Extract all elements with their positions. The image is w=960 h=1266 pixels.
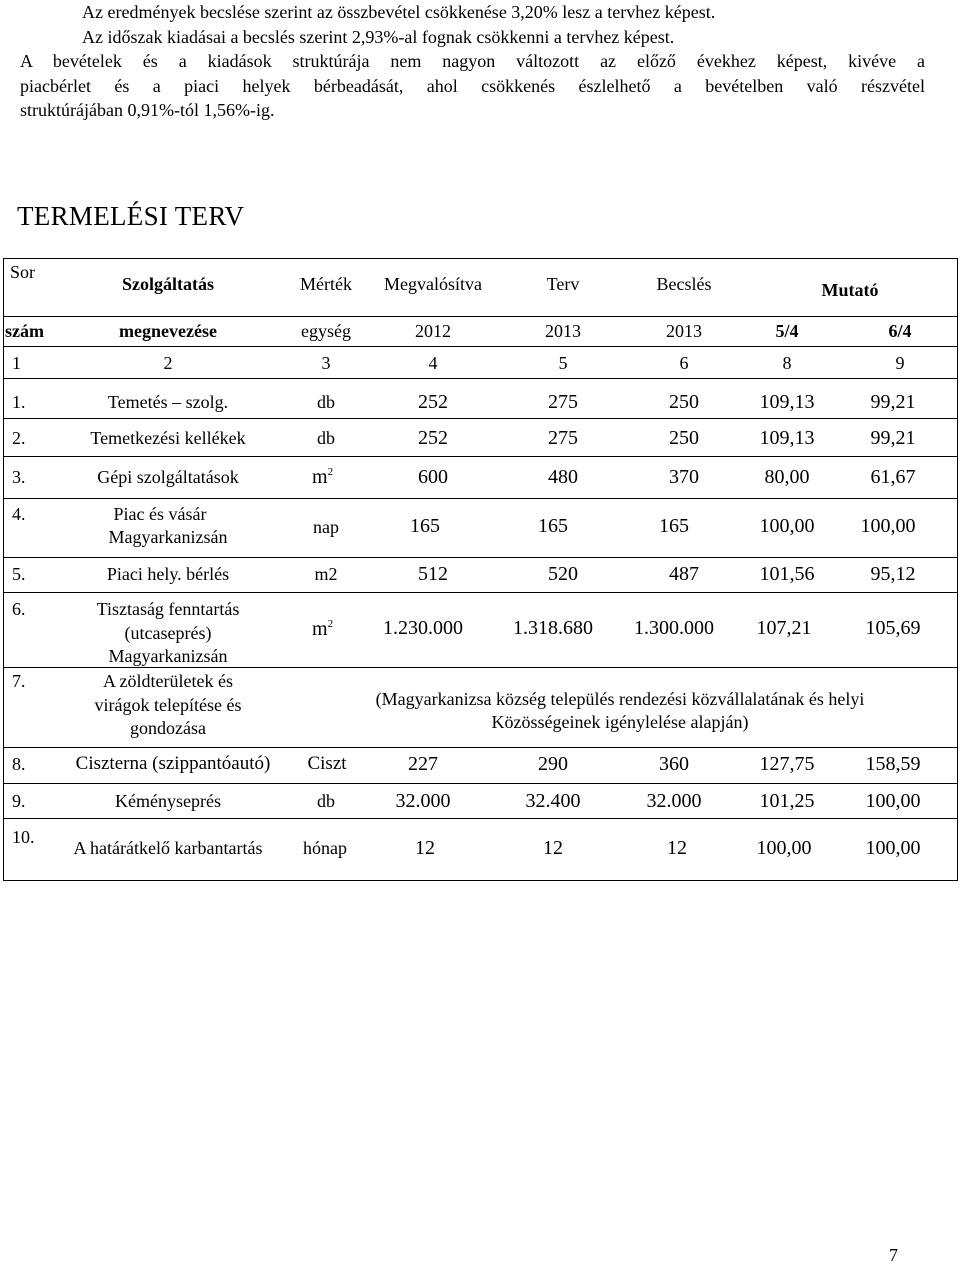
header-megnevezese: megnevezése (119, 321, 217, 341)
table-line (3, 667, 958, 668)
row-value-terv: 275 (548, 427, 578, 449)
table-line (3, 498, 958, 499)
row-unit: db (317, 791, 335, 811)
row-value-terv: 32.400 (525, 790, 581, 812)
header-ratio-6-4: 6/4 (888, 321, 912, 341)
row-value-becsles: 250 (669, 427, 699, 449)
row-name: A határátkelő karbantartás (73, 838, 263, 858)
row-name-line-3: Magyarkanizsán (108, 646, 228, 666)
row-unit: hónap (303, 838, 347, 858)
intro-line-2: Az időszak kiadásai a becslés szerint 2,93%-al fognak csökkenni a tervhez képest. (82, 26, 675, 47)
row-value-2012: 252 (418, 427, 448, 449)
row-value-becsles: 12 (667, 837, 687, 859)
row-value-2012: 32.000 (395, 790, 451, 812)
header-2013-terv: 2013 (545, 321, 581, 341)
row-number: 6. (12, 599, 26, 619)
row-value-terv: 520 (548, 563, 578, 585)
row-name-line-2: Magyarkanizsán (108, 527, 228, 547)
row-unit: db (317, 428, 335, 448)
row-number: 2. (12, 428, 26, 448)
table-border-bottom (3, 880, 958, 881)
intro-para-line-1: A bevételek és a kiadások struktúrája nem nagyon változott az előző évekhez képest, kivéve a (20, 51, 925, 71)
row-value-terv: 12 (543, 837, 563, 859)
table-border-left (3, 258, 4, 881)
row-ratio-5-4: 100,00 (756, 837, 812, 859)
row-ratio-5-4: 127,75 (759, 753, 815, 775)
row-number: 8. (12, 754, 26, 774)
header-becsles: Becslés (656, 274, 712, 294)
colnum-3: 3 (321, 353, 331, 373)
table-line (3, 456, 958, 457)
colnum-5: 5 (558, 353, 568, 373)
table-border-right (957, 258, 958, 881)
row-value-terv: 275 (548, 391, 578, 413)
row-name: Temetkezési kellékek (90, 428, 246, 448)
row-value-2012: 252 (418, 391, 448, 413)
row-name: Temetés – szolg. (107, 392, 229, 412)
table-line (3, 557, 958, 558)
row-name: Gépi szolgáltatások (97, 467, 239, 487)
row-value-terv: 480 (548, 466, 578, 488)
section-title: TERMELÉSI TERV (17, 201, 245, 231)
row-name: Kéményseprés (115, 791, 221, 811)
row-name-line-1: Tisztaság fenntartás (96, 599, 240, 619)
row-value-2012: 165 (410, 515, 440, 537)
row-value-2012: 227 (408, 753, 438, 775)
row-unit: db (317, 392, 335, 412)
row-ratio-5-4: 101,25 (759, 790, 815, 812)
header-mutato: Mutató (821, 280, 879, 300)
row-ratio-6-4: 105,69 (865, 617, 921, 639)
colnum-8: 8 (782, 353, 792, 373)
row-value-becsles: 250 (669, 391, 699, 413)
row-number: 1. (12, 392, 26, 412)
row-unit: nap (313, 517, 339, 537)
row-value-2012: 600 (418, 466, 448, 488)
row-name: Ciszterna (szippantóautó) (75, 753, 271, 774)
row-value-2012: 512 (418, 563, 448, 585)
row-number: 10. (12, 827, 35, 847)
table-line (3, 316, 958, 317)
row-number: 5. (12, 564, 26, 584)
row-ratio-5-4: 80,00 (764, 466, 810, 488)
table-line (3, 378, 958, 379)
row-ratio-5-4: 100,00 (759, 515, 815, 537)
colnum-6: 6 (679, 353, 689, 373)
row-value-becsles: 360 (659, 753, 689, 775)
intro-para-line-3: struktúrájában 0,91%-tól 1,56%-ig. (20, 100, 275, 120)
table-line (3, 747, 958, 748)
header-szam: szám (5, 321, 44, 341)
row-value-becsles: 32.000 (646, 790, 702, 812)
row-value-terv: 290 (538, 753, 568, 775)
row-value-terv: 165 (538, 515, 568, 537)
table-line (3, 418, 958, 419)
row-value-terv: 1.318.680 (513, 617, 593, 639)
header-terv: Terv (546, 274, 580, 294)
row-ratio-5-4: 109,13 (759, 427, 815, 449)
row-ratio-6-4: 100,00 (865, 837, 921, 859)
row-ratio-5-4: 109,13 (759, 391, 815, 413)
row-number: 7. (12, 671, 26, 691)
row-name-line-1: Piac és vásár (113, 504, 207, 524)
row-unit-exponent: 2 (327, 466, 334, 478)
table-line (3, 783, 958, 784)
row-unit-exponent: 2 (327, 618, 334, 630)
row-note-line-1: (Magyarkanizsa község település rendezési közvállalatának és helyi (375, 689, 865, 709)
colnum-4: 4 (428, 353, 438, 373)
row-ratio-6-4: 99,21 (870, 391, 916, 413)
header-ratio-5-4: 5/4 (775, 321, 799, 341)
header-megvalositva: Megvalósítva (384, 274, 482, 294)
intro-text (20, 0, 925, 123)
row-unit: m2 (314, 564, 338, 584)
colnum-1: 1 (12, 353, 21, 373)
table-line (3, 592, 958, 593)
row-value-becsles: 487 (669, 563, 699, 585)
row-name-line-2: (utcaseprés) (124, 623, 212, 643)
table-line (3, 346, 958, 347)
row-unit (312, 618, 333, 640)
row-unit: Ciszt (307, 753, 347, 774)
row-ratio-6-4: 100,00 (860, 515, 916, 537)
row-value-becsles: 1.300.000 (634, 617, 714, 639)
header-2012: 2012 (415, 321, 451, 341)
row-ratio-5-4: 107,21 (756, 617, 812, 639)
row-name-line-2: virágok telepítése és (94, 695, 242, 715)
row-unit-base: m (312, 618, 328, 640)
table-line (3, 818, 958, 819)
row-name: Piaci hely. bérlés (106, 564, 230, 584)
row-value-becsles: 370 (669, 466, 699, 488)
header-szolgaltatas: Szolgáltatás (122, 274, 214, 294)
intro-line-1: Az eredmények becslése szerint az összbevétel csökkenése 3,20% lesz a tervhez képest. (82, 2, 716, 22)
row-ratio-6-4: 95,12 (870, 563, 916, 585)
colnum-2: 2 (163, 353, 173, 373)
row-value-becsles: 165 (659, 515, 689, 537)
row-ratio-6-4: 158,59 (865, 753, 921, 775)
row-number: 4. (12, 504, 26, 524)
row-number: 3. (12, 467, 26, 487)
table-border-top (3, 258, 958, 259)
row-unit-base: m (312, 466, 328, 488)
colnum-9: 9 (895, 353, 905, 373)
page-number: 7 (889, 1245, 898, 1265)
intro-para-line-2: piacbérlet és a piaci helyek bérbeadását, ahol csökkenés észlelhető a bevételben való részvétel (20, 75, 925, 96)
row-ratio-6-4: 61,67 (870, 466, 916, 488)
row-ratio-6-4: 100,00 (865, 790, 921, 812)
row-name-line-1: A zöldterületek és (103, 671, 233, 691)
header-sor: Sor (10, 262, 36, 282)
row-note-line-2: Közösségeinek igénylelése alapján) (491, 712, 749, 732)
header-mertek: Mérték (300, 274, 352, 294)
header-egyseg: egység (301, 321, 351, 341)
row-ratio-6-4: 99,21 (870, 427, 916, 449)
row-unit (312, 466, 333, 488)
row-ratio-5-4: 101,56 (759, 563, 815, 585)
row-value-2012: 1.230.000 (383, 617, 463, 639)
row-name-line-3: gondozása (130, 718, 206, 738)
row-value-2012: 12 (415, 837, 435, 859)
header-2013-becsles: 2013 (666, 321, 702, 341)
row-number: 9. (12, 791, 26, 811)
